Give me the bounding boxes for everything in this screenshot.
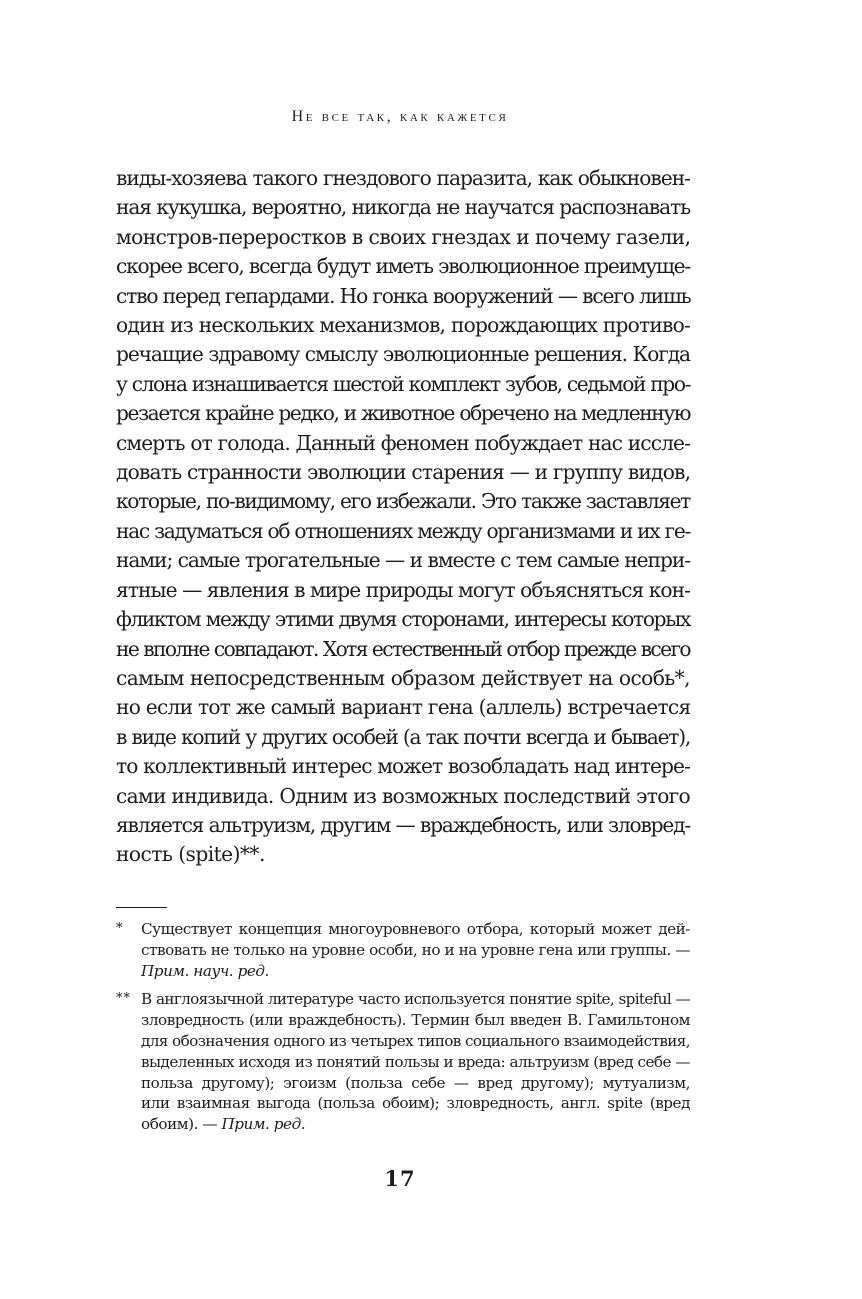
footnote-separator — [116, 907, 167, 908]
footnote-line: или взаимная выгода (польза обоим); зловредность, англ. spite (вред — [141, 1094, 690, 1113]
text-line: монстров-переростков в своих гнездах и почему газели, — [116, 224, 691, 249]
text-line: речащие здравому смыслу эволюционные решения. Когда — [116, 342, 690, 367]
footnote-line: ствовать не только на уровне особи, но и на уровне гена или группы. — — [141, 940, 690, 959]
footnote-line: выделенных исходя из понятий пользы и вреда: альтруизм (вред себе — — [141, 1052, 690, 1071]
text-line: нас задуматься об отношениях между организмами и их ге- — [116, 518, 690, 543]
running-title: Не все так, как кажется — [291, 108, 509, 125]
text-line: то коллективный интерес может возобладать над интере- — [116, 754, 690, 779]
main-text — [116, 164, 690, 870]
text-line: смерть от голода. Данный феномен побуждает нас иссле- — [116, 430, 690, 455]
text-line: нами; самые трогательные — и вместе с тем самые непри- — [116, 548, 690, 573]
text-line: не вполне совпадают. Хотя естественный отбор прежде всего — [116, 636, 690, 661]
text-line: довать странности эволюции старения — и группу видов, — [116, 460, 691, 485]
text-line: ятные — явления в мире природы могут объясняться кон- — [116, 577, 690, 602]
text-line: которые, по-видимому, его избежали. Это также заставляет — [116, 489, 690, 514]
editor-note: Прим. ред. — [221, 1115, 306, 1134]
text-line: у слона изнашивается шестой комплект зубов, седьмой про- — [116, 371, 690, 396]
footnote-line — [141, 961, 690, 982]
text-line: ная кукушка, вероятно, никогда не научатся распознавать — [116, 195, 690, 220]
text-line: резается крайне редко, и животное обречено на медленную — [116, 401, 690, 426]
footnote-marker: * — [116, 921, 124, 936]
footnote-line: зловредность (или враждебность). Термин был введен В. Гамильтоном — [141, 1011, 690, 1030]
text-line: ность (spite)**. — [116, 842, 265, 867]
footnote-line: польза другому); эгоизм (польза себе — вред другому); мутуализм, — [141, 1073, 690, 1092]
text-line: скорее всего, всегда будут иметь эволюционное преимуще- — [116, 254, 690, 279]
text-line: сами индивида. Одним из возможных последствий этого — [116, 783, 690, 808]
footnote-line — [141, 1114, 690, 1135]
page-number: 17 — [384, 1166, 416, 1191]
text-line: виды-хозяева такого гнездового паразита, как обыкновен- — [116, 166, 690, 190]
footnotes — [116, 919, 690, 1143]
footnote-line-text: обоим). — — [141, 1115, 218, 1134]
text-line: ство перед гепардами. Но гонка вооружений — всего лишь — [116, 283, 691, 308]
editor-note: Прим. науч. ред. — [141, 961, 269, 980]
footnote-line: для обозначения одного из четырех типов социального взаимодействия, — [141, 1031, 690, 1050]
text-line: но если тот же самый вариант гена (аллель) встречается — [116, 695, 691, 720]
footnote-marker: ** — [116, 991, 131, 1007]
text-line: фликтом между этими двумя сторонами, интересы которых — [116, 607, 690, 632]
text-line: является альтруизм, другим — враждебность, или зловред- — [116, 812, 690, 837]
text-line: один из нескольких механизмов, порождающих противо- — [116, 313, 690, 338]
text-line: в виде копий у других особей (а так почти всегда и бывает), — [116, 724, 690, 749]
footnote-line: В англоязычной литературе часто используется понятие spite, spiteful — — [141, 990, 690, 1009]
footnote-1 — [116, 919, 690, 981]
footnote-2 — [116, 989, 690, 1135]
text-line: самым непосредственным образом действует на особь*, — [116, 665, 690, 690]
footnote-line: Существует концепция многоуровневого отбора, который может дей- — [141, 920, 690, 938]
